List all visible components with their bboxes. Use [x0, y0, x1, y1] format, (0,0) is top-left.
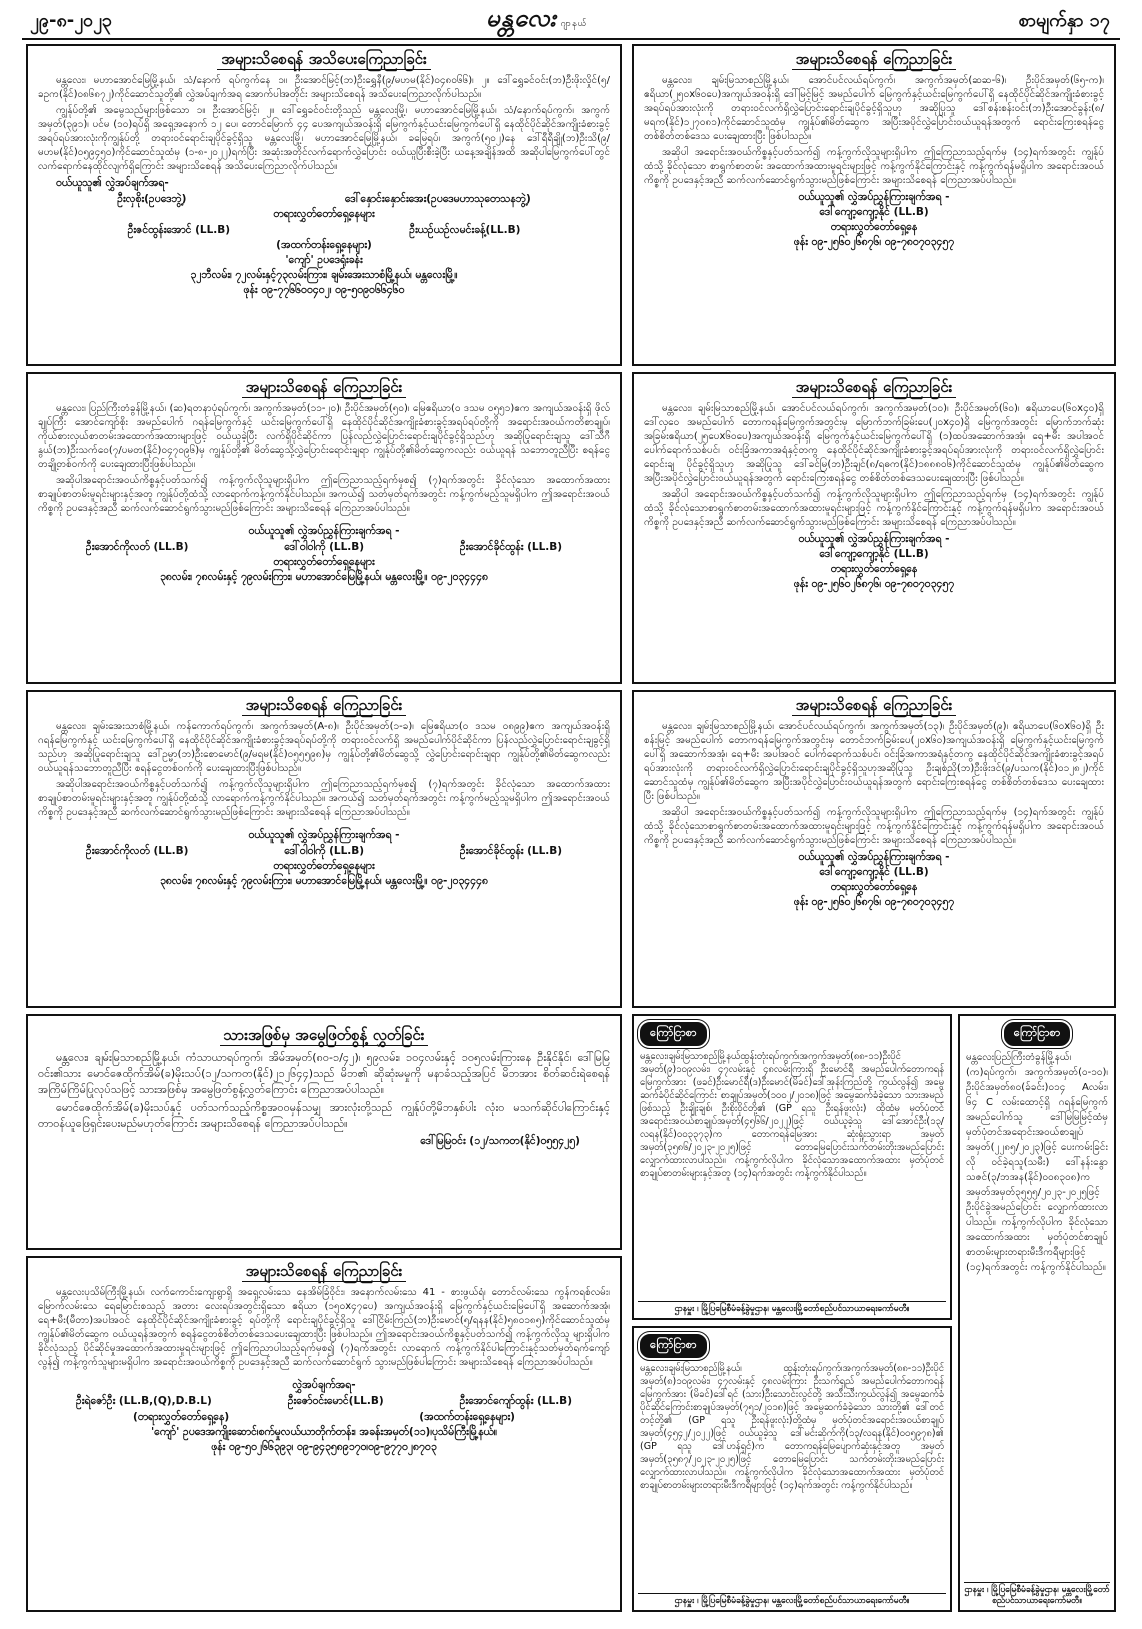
- notice-box: [26, 690, 622, 1008]
- issue-date: ၂၉-၈-၂၀၂၃: [30, 10, 113, 31]
- signatory-name: ဦးဇင်ထွန်းအောင် (LL.B): [127, 224, 231, 236]
- signatory-title: တရားလွှတ်တော်ရှေ့နေ: [830, 881, 918, 893]
- signatory-name: ဦးဇော်ဝင်းမောင်(LL.B): [287, 1395, 384, 1407]
- notice-paragraph: ကျွန်ုပ်တို့၏ အမွေသည်များဖြစ်သော ၁။ ဦးအောင်မြင့်၊ ၂။ ဒေါ်ရွှေခင်ဝင်းတို့သည် မန္တလေးမြို့၊ မဟာအောင်မြေမြို့နယ်၊ သံ/နောက်ရပ်ကွက်၊ အကွက်အမှတ်(၃၉၁)၊ ပင်မ (၁၀)ရပ်ရှိ အရှေ့အနောက် ၁၂ ပေ၊ တောင်မြောက် ၄၄ ပေအကျယ်အဝန်းရှိ မြေကွက်နှင့်ယင်းမြေကွက်ပေါ်ရှိ နေထိုင်ပိုင်ဆိုင်အကျိုးခံစားခွင့်အရပ်ရပ်အားလုံးကိုကျွန်ုပ်တို့ တရားဝင်ရောင်းချပိုင်ခွင့်ရှိသူ မန္တလေးမြို့၊ မဟာအောင်မြေမြို့နယ်၊ ခမြေရပ်၊ အကွက်(၅၀၂)နေ ဒေါ်ရီရီချို(ဘ)ဦးသိ(၉/မဟမ(နိုင်)၀၅၉၄၅၀)ကိုင်ဆောင်သူထံမှ (၁-၈-၂၀၂၂)ရက်ပြီး အဆုံးအတိုင်လက်ရောက်လွှဲပြောင်း ဝယ်ယူပြီးစီးခဲ့ပြီး ယနေ့အချိန်အထိ အဆိုပါမြေကွက်ပေါ်တွင် လက်ရောက်နေထိုင်လျက်ရှိကြောင်း အများသိစေရန် အသိပေးကြေညာလိုက်ပါသည်။: [38, 105, 610, 172]
- mandate-line: ဝယ်ယူသူ၏ လွှဲအပ်ညွှန်ကြားချက်အရ -: [798, 191, 950, 203]
- signatory-row: [38, 1393, 610, 1409]
- signatory-row: [38, 1409, 610, 1425]
- land-notice-box: [958, 1014, 1116, 1612]
- notice-title: အများသိစေရန် အသိပေးကြေညာခြင်း: [217, 50, 431, 70]
- notice-body: မန္တလေး၊ချမ်းမြသာစည်မြို့နယ်၊ ထွန်းတုံးရပ်ကွက်၊အကွက်အမှတ်(၈၈-၁၁)ဦးပိုင်အမှတ်(၈)၁၀၉လမ်း၊ ၄၇လမ်းနှင့် ၄၈လမ်းကြား ဦးသက်ရှည် အမည်ပေါက်တောကရန်မြေကွက်အား (မိခင်)ဒေါ်ရင် (သား)ဦးသောင်းလွင်တို့ အသီးသီးကွယ်လွန်၍ အမွေဆက်ခံပိုင်ဆိုင်ကြောင်းစာချုပ်အမှတ်(၇၅၁/၂၀၁၈)ဖြင့် အမွေဆက်ခံခဲ့သော သားတို့၏ ဒေါ်တင်တင့်တို့၏ (GP ရသူ ဦးရန်ဖူးလုံး)တို့ထံမှ မှတ်ပုံတင်အရောင်းအဝယ်စာချုပ်အမှတ်(၄၅၄၂/၂၀၂၂)ဖြင့် ဝယ်ယူခဲ့သူ ဒေါ်မင်းဆိုက်ကို(၁၃/လရန(နိုင်)၀၀၅၉၇၈)၏ (GP ရသူ ဒေါ်ဟန်ရှင်)က တောကရန်မြေပျောက်ဆုံးနှင့်အတူ အမှတ်အမှတ်(၃၅၈၇/၂၀၂၃-၂၀၂၅)ဖြင့် တောမြေပြောင်း သက်တမ်းတိုးအမည်ပြောင်း လျှောက်ထားလာပါသည်။ ကန့်ကွက်လိုပါက ခိုင်လုံသောအထောက်အထား မှတ်ပုံတင်စာချုပ်စာတမ်းများတရားမီးဒီကရီများဖြင့် (၁၄)ရက်အတွင်း ကန့်ကွက်နိုင်ပါသည်။: [640, 1363, 944, 1491]
- notice-title: သားအဖြစ်မှ အမွေဖြတ်စွန့် လွှတ်ခြင်း: [220, 1026, 429, 1046]
- notice-box: [632, 372, 1116, 684]
- signatory-name: ဒေါ်မြမြဝင်း (၁၂/သကတ(နိုင်)၀၅၅၄၂၅): [420, 1135, 580, 1147]
- page-header: [0, 0, 1142, 40]
- mandate-line: ဝယ်ယူသူ၏ လွှဲအပ်ညွှန်ကြားချက်အရ -: [248, 829, 400, 841]
- signatory-name: ဒေါ်ဝါဝါကို (LL.B): [284, 845, 365, 857]
- notice-paragraph: မောင်ဇေထိုက်အိမ်(ခ)မိုးသပ်နှင့် ပတ်သက်သည့်ကိစ္စအဝဝမှန်သမျှ အားလုံးတို့သည် ကျွန်ုပ်တို့မိဘနှစ်ပါး လုံးဝ မသက်ဆိုင်ပါကြောင်းနှင့် တာဝန်ယူဖြေရှင်းပေးမည်မဟုတ်ကြောင်း အများသိစေရန် ကြေညာအပ်ပါသည်။: [38, 1101, 610, 1130]
- notice-paragraph: အဆိုပါအရောင်းအဝယ်ကိစ္စနှင့်ပတ်သက်၍ ကန့်ကွက်လိုသူများရှိပါက ဤကြေညာသည့်ရက်မှစ၍ (၇)ရက်အတွင်း ခိုင်လုံသော အထောက်အထားစာချုပ်စာတမ်းမူရင်းများနှင့်အတူ ကျွန်ုပ်တို့ထံသို့ လာရောက်ကန့်ကွက်နိုင်ပါသည်။ အကယ်၍ သတ်မှတ်ရက်အတွင်း ကန့်ကွက်မည့်သူမရှိပါက ဤအရောင်းအဝယ်ကိစ္စကို ဥပဒေနှင့်အညီ ဆက်လက်ဆောင်ရွက်သွားမည်ဖြစ်ကြောင်း အများသိစေရန် ကြေညာအပ်ပါသည်။: [38, 779, 610, 818]
- signatory-name: ဒေါ်ကျော့ကျော့နိုင် (LL.B): [819, 206, 929, 218]
- mandate-line: ဝယ်ယူသူ၏ လွှဲအပ်ညွှန်ကြားချက်အရ -: [798, 533, 950, 545]
- phone-numbers: ဖုန်း ၀၉-၂၅၆၀၂၆၈၇၆၊ ၀၉-၇၈၀၇၀၃၄၅၇: [793, 236, 955, 248]
- notice-paragraph: အဆိုပါ အရောင်းအဝယ်ကိစ္စနှင့်ပတ်သက်၍ ကန့်ကွက်လိုသူများရှိပါက ဤကြေညာသည့်ရက်မှ (၁၄)ရက်အတွင်း ကျွန်ုပ်ထံသို့ ခိုင်လုံသောစာရွက်စာတမ်းအထောက်အထားမူရင်းများဖြင့် ကန့်ကွက်နိုင်ကြောင်းနှင့် ကန့်ကွက်ရန်မရှိပါက အရောင်းအဝယ်ကိစ္စကို ဥပဒေနှင့်အညီ ဆက်လက်ဆောင်ရွက်သွားမည်ဖြစ်ကြောင်း အများသိစေရန် ကြေညာအပ်ပါသည်။: [644, 489, 1104, 528]
- notice-title: အများသိစေရန် ကြေညာခြင်း: [242, 696, 407, 716]
- office-address: ၃၈လမ်း၊ ၇၈လမ်းနှင့် ၇၉လမ်းကြား၊ မဟာအောင်မြေမြို့နယ်၊ မန္တလေးမြို့။ ၀၉-၂၀၃၄၄၄၈: [159, 571, 489, 583]
- signatory-name: ဦးအောင်ကျော်ထွန်း (LL.B): [459, 1395, 572, 1407]
- notice-box: [26, 1014, 622, 1250]
- mandate-line: လွှဲအပ်ချက်အရ-: [292, 1379, 356, 1391]
- notice-paragraph: မန္တလေး၊ ချမ်းမြသာစည်မြို့နယ်၊ ကံသာယာရပ်ကွက်၊ အိမ်အမှတ်(၈၀-၁/၄၂)၊ ၅၉လမ်း၊ ၁၀၄လမ်းနှင့် ၁၀၅လမ်းကြားနေ ဦးနိုင်နိုင်၊ ဒေါ်မြမြဝင်း၏သား မောင်ဇေထိုက်အိမ်(ခ)မိုးသပ်(၁၂/သကတ(နိုင်)၂၁၂၆၄၄)သည် မိဘ၏ ဆိုဆုံးမမှုကို မနာခံသည့်အပြင် မိဘအား စိတ်ဆင်းရဲစေရန် အကြိမ်ကြိမ်ပြုလုပ်သဖြင့် သားအဖြစ်မှ အမွေဖြတ်စွန့်လွှတ်ကြောင်း ကြေညာအပ်ပါသည်။: [38, 1051, 610, 1096]
- notice-paragraph: မန္တလေး၊ ချမ်းအေးသာစံမြို့နယ်၊ ကန်ကောက်ရပ်ကွက်၊ အကွက်အမှတ်(A-၈)၊ ဦးပိုင်အမှတ်(၁-ခ)၊ မြေဧရိယာ(၀ ဒသမ ၀၈၉၉)ဧက အကျယ်အဝန်းရှိ ဂရန်မြေကွက်နှင့် ယင်းမြေကွက်ပေါ်ရှိ နေထိုင်ပိုင်ဆိုင်အကျိုးခံစားခွင့်အရပ်ရပ်တို့ကို တရားဝင်လက်ရှိ အမည်ပေါက်ပိုင်ဆိုင်ကာ ပြန်လည်လွှဲပြောင်းရောင်းချခွင့်ရှိသည်ဟု အဆိုပြုရောင်းချသူ ဒေါ်ဥမ္မာ(ဘ)ဦးစောမောင်(၉/မရမ(နိုင်)၀၅၅၅၉၈)မှ ကျွန်ုပ်တို့၏မိတ်ဆွေသို့ လွှဲပြောင်းရောင်းချရာ ကျွန်ုပ်တို့၏မိတ်ဆွေကလည်း ဝယ်ယူရန်သဘောတူညီပြီး စရန်ငွေတစ်ဝက်ကို ပေးချေထားပြီးဖြစ်ပါသည်။: [38, 721, 610, 774]
- logo-text: မန္တလေး: [486, 4, 557, 32]
- signatory-title: တရားလွှတ်တော်ရှေ့နေ: [830, 221, 918, 233]
- logo-subtext: ဂျာနယ်: [560, 19, 588, 29]
- notice-badge: ကြော်ငြာစာ: [1002, 1020, 1073, 1048]
- signatory-name: ဦးအောင်ကိုလတ် (LL.B): [85, 541, 189, 553]
- notice-paragraph: မန္တလေး၊ ချမ်းမြသာစည်မြို့နယ်၊ အောင်ပင်လယ်ရပ်ကွက်၊ အကွက်အမှတ်(၁၀)၊ ဦးပိုင်အမှတ်(၆၀)၊ ဧရိယာပေ(၆၀x၄၀)ရှိ ဒေါ်လှဝေ အမည်ပေါက် တောကရန်မြေကွက်အတွင်းမှ မြောက်ဘက်ခြမ်းပေ(၂၀x၄၀)ရှိ မြေကွက်အတွင်း မြောက်ဘက်ဆုံးအခြမ်းဧရိယာ(၂၅ပေx၆၀ပေ)အကျယ်အဝန်းရှိ မြေကွက်နှင့်ယင်းမြေကွက်ပေါ်ရှိ (၁)ထပ်အဆောက်အအုံ၊ ရေ+မီး အပါအဝင် ပေါက်ရောက်သစ်ပင်၊ ဝင်းခြံအကာအရံနှင့်တကွ နေထိုင်ပိုင်ဆိုင်အကျိုးခံစားခွင့်အရပ်ရပ်အားလုံးကို တရားဝင်လက်ရှိလွှဲပြောင်းရောင်းချ ပိုင်ခွင့်ရှိသူဟု အဆိုပြုသူ ဒေါ်ခင်မြ(ဘ)ဦးချင်(၈/ရဓက(နိုင်)၁၈၈၈၀၆)ကိုင်ဆောင်သူထံမှ ကျွန်ုပ်၏မိတ်ဆွေက အပြီးအပိုင်လွှဲပြောင်းဝယ်ယူရန်အတွက် ရောင်းကြေးစရန်ငွေ တစ်စိတ်တစ်ဒေသပေးချေထားပြီး ဖြစ်ပါသည်။: [644, 403, 1104, 484]
- signatory-name: ဦးအောင်ခိုင်ထွန်း (LL.B): [459, 845, 563, 857]
- newspaper-logo: [486, 2, 587, 38]
- notice-paragraph: မန္တလေး၊ ချမ်းမြသာစည်မြို့နယ်၊ အောင်ပင်လယ်ရပ်ကွက်၊ အကွက်အမှတ်(ဆဆ-၆)၊ ဦးပိုင်အမှတ်(၆၅-က)၊ ဧရိယာ(၂၅၀x၆၀ပေ)အကျယ်အဝန်းရှိ ဒေါ်မြင့်မြင့် အမည်ပေါက် မြေကွက်နှင့်ယင်းမြေကွက်ပေါ်ရှိ နေထိုင်ပိုင်ဆိုင်အကျိုးခံစားခွင့်အရပ်ရပ်အားလုံးကို တရားဝင်လက်ရှိလွှဲပြောင်းရောင်းချပိုင်ခွင့်ရှိသူဟု အဆိုပြုသူ ဒေါ်စန်းစန်းဝင်း(ဘ)ဦးအောင်ခွန်း(၈/မရက(နိုင်)၁၂၇၀၈၁)ကိုင်ဆောင်သူထံမှ ကျွန်ုပ်၏မိတ်ဆွေက အပြီးအပိုင်လွှဲပြောင်းဝယ်ယူရန်အတွက် ရောင်းကြေးစရန်ငွေ တစ်စိတ်တစ်ဒေသ ပေးချေထားပြီး ဖြစ်ပါသည်။: [644, 75, 1104, 142]
- signatory-title: တရားလွှတ်တော်ရှေ့နေများ: [273, 556, 375, 568]
- notice-paragraph: မန္တလေး၊ မဟာအောင်မြေမြို့နယ်၊ သံ/နောက် ရပ်ကွက်နေ ၁။ ဦးအောင်မြင့်(ဘ)ဦးရွှေနီ(၉/မဟမ(နိုင်)၀၄၈၀၆၆)၊ ၂။ ဒေါ်ရွှေခင်ဝင်း(ဘ)ဦးဖိုးလှိုင်(၅/ခဥက(နိုင်)၀၈၆၈၇၂)ကိုင်ဆောင်သူတို့၏ လွှဲအပ်ချက်အရ အောက်ပါအတိုင်း အများသိစေရန် အသိပေးကြေညာလိုက်ပါသည်။: [38, 75, 610, 100]
- notice-badge: ကြော်ငြာစာ: [638, 1020, 709, 1048]
- notice-paragraph: မန္တလေး၊ ပြည်ကြီးတံခွန်မြို့နယ်၊ (ဆ)ရတနာပုံရပ်ကွက်၊ အကွက်အမှတ်(၁၁-၂၀)၊ ဦးပိုင်အမှတ်(၅၀)၊ မြေဧရိယာ(၀ ဒသမ ၀၅၅၁)ဧက အကျယ်အဝန်းရှိ ဖိုလ်ချုပ်ကြီး အောင်ကျော်စိုး အမည်ပေါက် ဂရန်မြေကွက်နှင့် ယင်းမြေကွက်ပေါ်ရှိ နေထိုင်ပိုင်ဆိုင်အကျိုးခံစားခွင့်အရပ်ရပ်တို့ကို အရောင်းအဝယ်ကတိစာချုပ်၊ ကိုယ်စားလှယ်စာတမ်းအထောက်အထားများဖြင့် ဝယ်ယူခဲ့ပြီး လက်ရှိပိုင်ဆိုင်ကာ ပြန်လည်လွှဲပြောင်းရောင်းချပိုင်ခွင့်ရှိသည်ဟု အဆိုပြုရောင်းချသူ ဒေါ်သီဂီနွယ်(ဘ)ဦးသက်ဝေ(၇/ပမတ(နိုင်)၀၄၇၀၉၆)မှ ကျွန်ုပ်တို့၏ မိတ်ဆွေသို့လွှဲပြောင်းရောင်းချရာ ကျွန်ုပ်တို့၏မိတ်ဆွေကလည်း ဝယ်ယူရန် သဘောတူညီပြီး စရန်ငွေတချို့တစ်ဝက်ကို ပေးချေထားပြီးဖြစ်ပါသည်။: [38, 403, 610, 470]
- department-footer: ဌာနမှူး ၊ မြို့ပြမြေစီမံခန့်ခွဲမှုဌာန၊ မန္တလေးမြို့တော်စည်ပင်သာယာရေးကော်မတီ။: [638, 1593, 946, 1607]
- signatory-row: [38, 191, 610, 207]
- department-footer: ဌာနမှူး ၊ မြို့ပြမြေစီမံခန့်ခွဲမှုဌာန၊ မန္တလေးမြို့တော်စည်ပင်သာယာရေးကော်မတီ။: [964, 1582, 1110, 1607]
- phone-numbers: ဖုန်း ၀၉-၅၀၂၆၆၃၉၃၊ ၀၉-၉၄၃၅၈၉၁၇၀၊၀၉-၉၇၇၀၂၈၇၀၃: [211, 1441, 437, 1453]
- phone-numbers: ဖုန်း ၀၉-၂၅၆၀၂၆၈၇၆၊ ၀၉-၇၈၀၇၀၃၄၅၇: [793, 896, 955, 908]
- page-number: စာမျက်နှာ ၁၇: [1018, 10, 1110, 31]
- notice-title: အများသိစေရန် ကြေညာခြင်း: [242, 1262, 407, 1282]
- header-rule: [22, 38, 1120, 40]
- notice-box: [26, 372, 622, 684]
- signatory-title: (အထက်တန်းရှေ့နေများ): [419, 1411, 515, 1423]
- notice-paragraph: အဆိုပါ အရောင်းအဝယ်ကိစ္စနှင့်ပတ်သက်၍ ကန့်ကွက်လိုသူများရှိပါက ဤကြေညာသည့်ရက်မှ (၁၄)ရက်အတွင်း ကျွန်ုပ်ထံသို့ ခိုင်လုံသော စာရွက်စာတမ်း အထောက်အထားမူရင်းများဖြင့် ကန့်ကွက်နိုင်ကြောင်းနှင့် ကန့်ကွက်ရန်မရှိပါက အရောင်းအဝယ်ကိစ္စကို ဥပဒေနှင့်အညီ ဆက်လက်ဆောင်ရွက်သွားမည်ဖြစ်ကြောင်း အများသိစေရန် ကြေညာအပ်ပါသည်။: [644, 147, 1104, 186]
- notice-title: အများသိစေရန် ကြေညာခြင်း: [792, 696, 957, 716]
- signatory-name: ဦးယဉ်ယဉ်လမင်းခန့်(LL.B): [409, 224, 521, 236]
- notice-body: မန္တလေးပြည်ကြီးတံခွန်မြို့နယ်၊(က)ရပ်ကွက်၊ အကွက်အမှတ်(ဝ-၁၀)၊ ဦးပိုင်အမှတ်၈၀(ခ်ခင်း)၀၁၄ Aလမ်း၊ ၆၄ C လမ်းထောင့်ရှိ ဂရန်မြေကွက်အမည်ပေါက်သူ ဒေါ်မြမြမြင့်ထံမှ မှတ်ပုံတင်အရောင်းအဝယ်စာချုပ်အမှတ်(၂၂၈၅/၂၀၂၃)ဖြင့် ပေးကမ်းခြင်းလို ဝင်ခဲ့ရသူ(သမီး) ဒေါ်နန်းနွောသဇင်(၃/ဘအန(နိုင်)၀၀၈၃၀၈)က အမှတ်အမှတ်၃၅၅၅/၂၀၂၃-၂၀၂၅ဖြင့် ဦးပိုင်ခွဲအမည်ပြောင်း လျှောက်ထားလာပါသည်။ ကန့်ကွက်လိုပါက ခိုင်လုံသောအထောက်အထား မှတ်ပုံတင်စာချုပ် စာတမ်းများတရားမီးဒီကရီများဖြင့် (၁၄)ရက်အတွင်း ကန့်ကွက်နိုင်ပါသည်။: [966, 1052, 1108, 1273]
- notice-body: မန္တလေး၊ချမ်းမြသာစည်မြို့နယ်ထွန်းတုံးရပ်ကွက်၊အကွက်အမှတ်(၈၈-၁၁)ဦးပိုင်အမှတ်(၉)၁၀၉လမ်း၊ ၄၇လမ်းနှင့် ၄၈လမ်းကြားရှိ ဦးမောင်ရီ အမည်ပေါက်တောကရန်မြေကွက်အား (ဖခင်)ဦးမောင်ရီ(ဒ)ဦးမောင်(မိခင်)ဒေါ်အုန်းကြည်တို့ ကွယ်လွန်၍ အမွေဆက်ခံပိုင်ဆိုင်ကြောင်း စာချုပ်အမှတ်(၁၀၀၂/၂၀၁၈)ဖြင့် အမွေဆက်ခံခဲ့သော သားအမည်ဖြစ်သည့် ဦးချိုးချစ်၊ ဦးစိုးဝိုင်တို့၏ (GP ရသူ ဦးရန်ဖူးလုံး) ထိုထံမှ မှတ်ပုံတင်အရောင်းအဝယ်စာချုပ်အမှတ်(၄၅၆၆/၂၀၂၂)ဖြင့် ဝယ်ယူခဲ့သူ ဒေါ်အောင်ဦး(၁၃/လရန(နိုင်)၀၀၃၃၇၃)က တောကရန်မြေအား ဆုံးရှုံးသွားရာ အမှတ်အမှတ်(၃၅၈၆/၂၀၂၃-၂၀၂၅)ဖြင့် တောမြေပြောင်းသက်တမ်းတိုးအမည်ပြောင်း လျှောက်ထားလာပါသည်။ ကန့်ကွက်လိုပါက ခိုင်လုံသောအထောက်အထား မှတ်ပုံတင်စာချုပ်စာတမ်းများနှင့်အတူ (၁၄)ရက်အတွင်း ကန့်ကွက်နိုင်ပါသည်။: [640, 1051, 944, 1179]
- notice-paragraph: မန္တလေး၊ ချမ်းမြသာစည်မြို့နယ်၊ အောင်ပင်လယ်ရပ်ကွက်၊ အကွက်အမှတ်(၁၃)၊ ဦးပိုင်အမှတ်(၉)၊ ဧရိယာပေ(၆၀x၆၀)ရှိ ဦးစန်းမြင့် အမည်ပေါက် တောကရန်မြေကွက်အတွင်းမှ တောင်ဘက်ခြမ်းပေ(၂၀x၆၀)အကျယ်အဝန်းရှိ မြေကွက်နှင့်ယင်းမြေကွက်ပေါ်ရှိ အဆောက်အအုံ၊ ရေ+မီး အပါအဝင် ပေါက်ရောက်သစ်ပင်၊ ဝင်းခြံအကာအရံနှင့်တကွ နေထိုင်ပိုင်ဆိုင်အကျိုးခံစားခွင့်အရပ်ရပ်အားလုံးကို တရားဝင်လက်ရှိလွှဲပြောင်းရောင်းချပိုင်ခွင့်ရှိသူဟုအဆိုပြုသူ ဦးချစ်ညို(ဘ)ဦးဖိုးဒင်(၉/ပသက(နိုင်)၀၁၂၈၂)ကိုင်ဆောင်သူထံမှ ကျွန်ုပ်၏မိတ်ဆွေက အပြီးအပိုင်လွှဲပြောင်းဝယ်ယူရန်အတွက် ရောင်းကြေးစရန်ငွေ တစ်စိတ်တစ်ဒေသ ပေးချေထားပြီး ဖြစ်ပါသည်။: [644, 721, 1104, 802]
- signatory-name: ဒေါ်ကျော့ကျော့နိုင် (LL.B): [819, 866, 929, 878]
- department-footer: ဌာနမှူး ၊ မြို့ပြမြေစီမံခန့်ခွဲမှုဌာန၊ မန္တလေးမြို့တော်စည်ပင်သာယာရေးကော်မတီ။: [638, 1301, 946, 1315]
- notice-box: [26, 44, 622, 366]
- office-address: ၃၈လမ်း၊ ၇၈လမ်းနှင့် ၇၉လမ်းကြား၊ မဟာအောင်မြေမြို့နယ်၊ မန္တလေးမြို့။ ၀၉-၂၀၃၄၄၄၈: [159, 875, 489, 887]
- land-notice-box: [632, 1326, 952, 1612]
- notice-paragraph: အဆိုပါအရောင်းအဝယ်ကိစ္စနှင့်ပတ်သက်၍ ကန့်ကွက်လိုသူများရှိပါက ဤကြေညာသည့်ရက်မှစ၍ (၇)ရက်အတွင်း ခိုင်လုံသော အထောက်အထားစာချုပ်စာတမ်းမူရင်းများနှင့်အတူ ကျွန်ုပ်တို့ထံသို့ လာရောက်ကန့်ကွက်နိုင်ပါသည်။ အကယ်၍ သတ်မှတ်ရက်အတွင်း ကန့်ကွက်မည့်သူမရှိပါက ဤအရောင်းအဝယ်ကိစ္စကို ဥပဒေနှင့်အညီ ဆက်လက်ဆောင်ရွက်သွားမည်ဖြစ်ကြောင်း အများသိစေရန် ကြေညာအပ်ပါသည်။: [38, 475, 610, 514]
- signatory-name: ဦးရဲဇော်ဦး (LL.B,(Q),D.B.L): [75, 1395, 212, 1407]
- signatory-title: တရားလွှတ်တော်ရှေ့နေ: [830, 563, 918, 575]
- signatory-title: တရားလွှတ်တော်ရှေ့နေများ: [273, 860, 375, 872]
- signatory-name: ဦးအောင်ကိုလတ် (LL.B): [85, 845, 189, 857]
- land-notice-box: [632, 1014, 952, 1320]
- notice-paragraph: အဆိုပါ အရောင်းအဝယ်ကိစ္စနှင့်ပတ်သက်၍ ကန့်ကွက်လိုသူများရှိပါက ဤကြေညာသည့်ရက်မှ (၁၄)ရက်အတွင်း ကျွန်ုပ်ထံသို့ ခိုင်လုံသောစာရွက်စာတမ်းအထောက်အထားမူရင်းများဖြင့် ကန့်ကွက်နိုင်ကြောင်းနှင့် ကန့်ကွက်ရန်မရှိပါက အရောင်းအဝယ်ကိစ္စကို ဥပဒေနှင့်အညီ ဆက်လက်ဆောင်ရွက်သွားမည်ဖြစ်ကြောင်း အများသိစေရန် ကြေညာအပ်ပါသည်။: [644, 807, 1104, 846]
- signatory-row: [38, 843, 610, 859]
- mandate-line: ဝယ်ယူသူ၏ လွှဲအပ်ညွှန်ကြားချက်အရ -: [798, 851, 950, 863]
- mandate-line: ဝယ်ယူသူ၏ လွှဲအပ်ချက်အရ-: [56, 177, 169, 189]
- signatory-title: (တရားလွှတ်တော်ရှေ့နေ): [133, 1411, 230, 1423]
- signatory-name: ဦးလှစိုး(ဥပဒေဘွဲ့): [117, 193, 187, 205]
- signatory-row: [38, 222, 610, 238]
- notice-badge: ကြော်ငြာစာ: [638, 1332, 709, 1360]
- phone-numbers: ဖုန်း ၀၉-၂၅၆၀၂၆၈၇၆၊ ၀၉-၇၈၀၇၀၃၄၅၇: [793, 578, 955, 590]
- signatory-name: ဒေါ်ကျော့ကျော့နိုင် (LL.B): [819, 548, 929, 560]
- office-address: ၃၂ဘီလမ်း၊ ၇၂လမ်းနှင့်၇၃လမ်းကြား၊ ချမ်းအေးသာစံမြို့နယ်၊ မန္တလေးမြို့။: [190, 269, 458, 281]
- notice-title: အများသိစေရန် ကြေညာခြင်း: [792, 50, 957, 70]
- signatory-row: [38, 539, 610, 555]
- phone-numbers: ဖုန်း ၀၉-၇၇၆၆၀၀၄၀၂၊ ၀၉-၅၀၉၀၆၆၄၆၀: [243, 284, 405, 296]
- notice-box: [632, 690, 1116, 1008]
- office-address: 'ကျော်' ဥပဒေအကျိုးဆောင်၊စက်မှုလယ်ယာတိုက်တန်း၊ အခန်းအမှတ်(၁၁)၊ပုသိမ်ကြီးမြို့နယ်။: [150, 1426, 498, 1438]
- signatory-title: (အထက်တန်းရှေ့နေများ): [276, 239, 372, 251]
- notice-box: [632, 44, 1116, 366]
- signatory-title: တရားလွှတ်တော်ရှေ့နေများ: [273, 208, 375, 220]
- office-name: 'ကျော်' ဥပဒေရုံးခန်း: [285, 254, 363, 266]
- signatory-name: ဦးအောင်ခိုင်ထွန်း (LL.B): [459, 541, 563, 553]
- notice-title: အများသိစေရန် ကြေညာခြင်း: [792, 378, 957, 398]
- mandate-line: ဝယ်ယူသူ၏ လွှဲအပ်ညွှန်ကြားချက်အရ -: [248, 525, 400, 537]
- notice-paragraph: မန္တလေးပုသိမ်ကြီးမြို့နယ်၊ လက်ကောင်းကျေးရွာရှိ အရှေ့လမ်းသေ နေအိမ်ခြံဝိုင်း၊ အနောက်လမ်းသေ 41 - စားဖွယ်ရံ၊ တောင်လမ်းသေ ကွန်ကရစ်လမ်း၊ မြောက်လမ်းသေ ရေမြောင်းစသည့် အတား လေးရပ်အတွင်းရှိသော ဧရိယာ (၁၅၀x၄၇ပေ) အကျယ်အဝန်းရှိ မြေကွက်နှင့်ယင်းမြေပေါ်ရှိ အဆောက်အအုံ၊ ရေ+မီး(မီတာ)အပါအဝင် နေထိုင်ပိုင်ဆိုင်အကျိုးခံစားခွင့် ရပ်တို့ကို ရောင်းချပိုင်ခွင့်ရှိသူ ဒေါ်ငြိမ်းကြည်(ဘ)ဦးမောင်(၅/ရနန(နိုင်)၅၈၀၁၈၅)ကိုင်ဆောင်သူထံမှ ကျွန်ုပ်၏မိတ်ဆွေက ဝယ်ယူရန်အတွက် စရန်ငွေတစ်စိတ်တစ်ဒေသပေးချေထားပြီး ဖြစ်ပါသည်။ ဤအရောင်းအဝယ်ကိစ္စနှင့်ပတ်သက်၍ ကန့်ကွက်လိုသူ များရှိပါက ခိုင်လုံသည့် ပိုင်ဆိုင်မှုအထောက်အထားမူရင်းများဖြင့် ဤကြေညာပါသည့်ရက်မှစ၍ (၇)ရက်အတွင်း လာရောက် ကန့်ကွက်နိုင်ပါကြောင်းနှင့်သတ်မှတ်ရက်ကျော်လွန်၍ ကန့်ကွက်သူများမရှိပါက အရောင်းအဝယ်ကိစ္စကို ဥပဒေနှင့်အညီ ဆက်လက်ဆောင်ရွက် သွားမည်ဖြစ်ပါကြောင်း အများသိစေရန် ကြေညာအပ်ပါသည်။: [38, 1287, 610, 1368]
- signatory-name: ဒေါ်ဝါဝါကို (LL.B): [284, 541, 365, 553]
- signatory-name: ဒေါ်နှောင်းနှောင်းအေး(ဥပဒေမဟာသုတေသနဘွဲ့): [344, 193, 531, 205]
- notice-title: အများသိစေရန် ကြေညာခြင်း: [242, 378, 407, 398]
- notice-box: [26, 1256, 622, 1612]
